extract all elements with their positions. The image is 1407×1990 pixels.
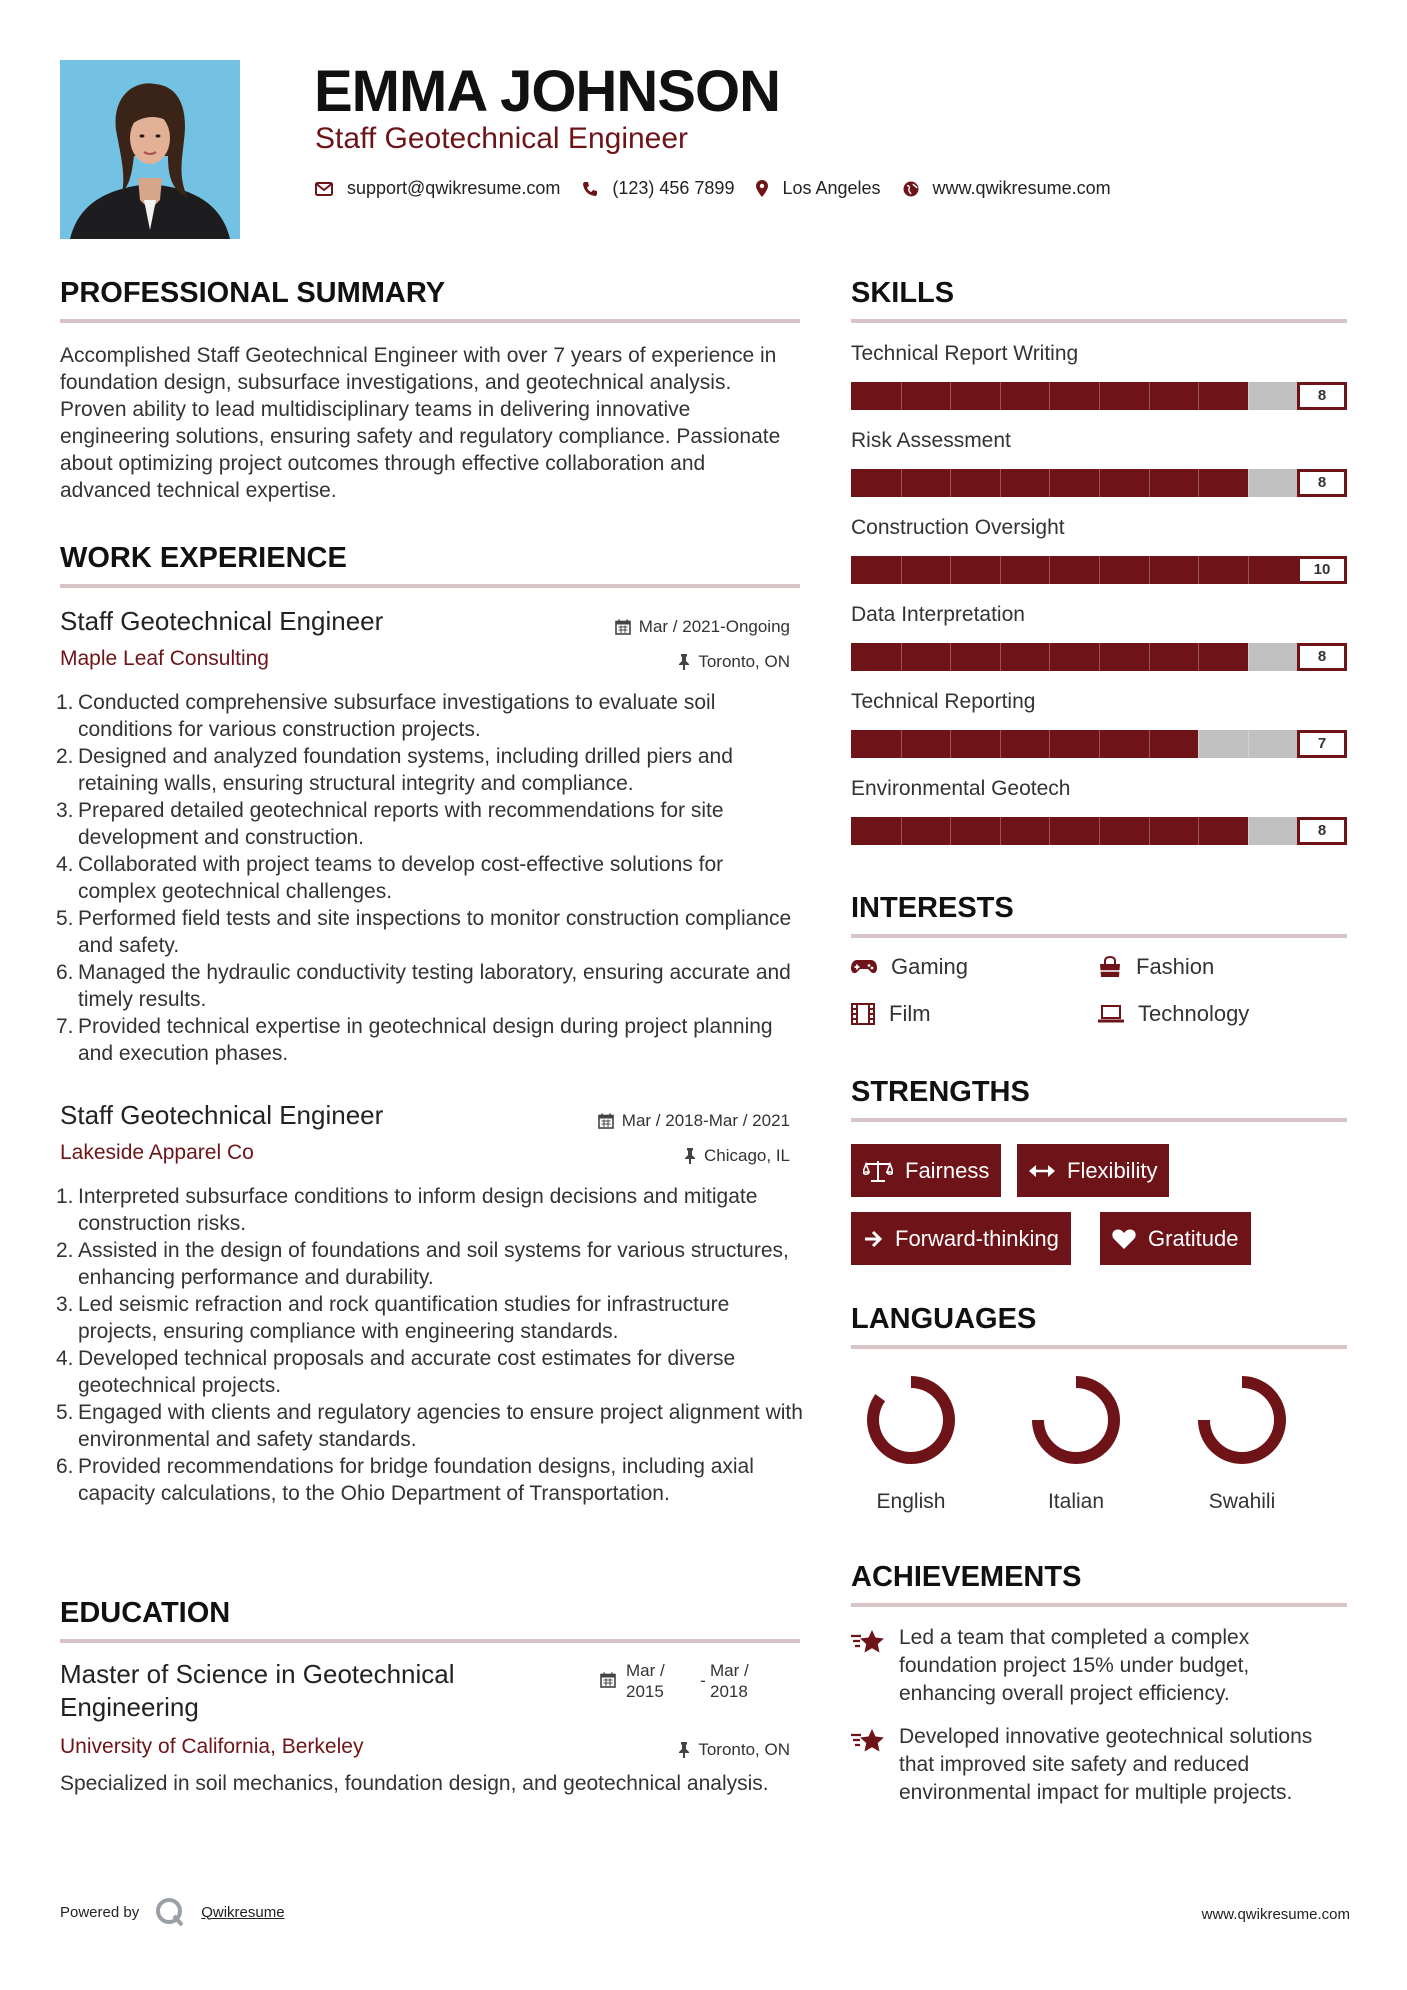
- skill-bar-tick: [1049, 730, 1050, 758]
- job-title: Staff Geotechnical Engineer: [60, 1100, 384, 1130]
- list-item: 4. Developed technical proposals and accurate cost estimates for diverse geotechnical projects.: [56, 1347, 736, 1397]
- footer-website[interactable]: www.qwikresume.com: [1201, 1906, 1350, 1923]
- skill-score: 8: [1297, 817, 1347, 845]
- skill-bar-tick: [1248, 556, 1249, 584]
- calendar-icon: [600, 1672, 616, 1688]
- interest-label: Technology: [1138, 1001, 1250, 1026]
- skill-bar-tick: [1198, 643, 1199, 671]
- job-location: [678, 652, 790, 672]
- skill-bar-tick: [1049, 556, 1050, 584]
- skill-bar-tick: [1000, 643, 1001, 671]
- experience-heading: WORK EXPERIENCE: [60, 542, 347, 574]
- skill-bar-tick: [1198, 817, 1199, 845]
- duty-text: Led seismic refraction and rock quantification studies for infrastructure projects, ensuring compliance with engineering standards.: [78, 1293, 730, 1343]
- job-duties-list: [56, 689, 805, 1067]
- skill-bar-tick: [1000, 382, 1001, 410]
- skill-bar-tick: [901, 382, 902, 410]
- duty-text: Collaborated with project teams to develop cost-effective solutions for complex geotechnical challenges.: [78, 853, 724, 903]
- skill-bar-tick: [1248, 730, 1249, 758]
- language-gauge-arc: [873, 1382, 949, 1458]
- candidate-name: EMMA JOHNSON: [314, 59, 780, 124]
- globe-icon: [903, 181, 919, 197]
- skill-bar-tick: [1049, 643, 1050, 671]
- skill-bar-tick: [1000, 730, 1001, 758]
- skill-bar-tick: [901, 817, 902, 845]
- skill-bar: [851, 817, 1347, 845]
- skill-score: 8: [1297, 382, 1347, 410]
- strength-label: Gratitude: [1148, 1225, 1239, 1251]
- skill-bar-tick: [901, 730, 902, 758]
- duty-text: Interpreted subsurface conditions to inform design decisions and mitigate construction risks.: [78, 1185, 758, 1235]
- skill-bar-tick: [1198, 382, 1199, 410]
- skill-name: Data Interpretation: [851, 603, 1025, 626]
- interests-heading: INTERESTS: [851, 892, 1014, 924]
- languages-heading: LANGUAGES: [851, 1303, 1037, 1335]
- strength-badge: [851, 1144, 1001, 1197]
- education-location: [678, 1740, 790, 1760]
- achievement-text: Developed innovative geotechnical solutions that improved site safety and reduced environmental impact for multiple projects.: [899, 1725, 1313, 1804]
- duty-text: Developed technical proposals and accurate cost estimates for diverse geotechnical projects.: [78, 1347, 736, 1397]
- skill-bar: [851, 382, 1347, 410]
- list-item: 2. Designed and analyzed foundation systems, including drilled piers and retaining walls, ensuring structural integrity and compliance.: [56, 745, 733, 795]
- education-location-text: Toronto, ON: [698, 1740, 790, 1759]
- candidate-title: Staff Geotechnical Engineer: [315, 122, 689, 155]
- achievements-divider: [851, 1603, 1347, 1607]
- arrow-right-icon: [863, 1229, 883, 1249]
- duty-text: Designed and analyzed foundation systems, including drilled piers and retaining walls, ensuring structural integrity and compliance.: [78, 745, 733, 795]
- list-item: 4. Collaborated with project teams to develop cost-effective solutions for complex geotechnical challenges.: [56, 853, 724, 903]
- date-separator: -: [700, 1671, 706, 1690]
- heart-icon: [1112, 1228, 1136, 1249]
- interest-item: [1098, 954, 1214, 980]
- list-item: 3. Prepared detailed geotechnical reports with recommendations for site development and construction.: [56, 799, 724, 849]
- skill-bar-tick: [1000, 817, 1001, 845]
- contact-website[interactable]: [903, 178, 1111, 199]
- summary-divider: [60, 319, 800, 323]
- strength-label: Fairness: [905, 1157, 990, 1183]
- location-text: Los Angeles: [782, 178, 881, 198]
- skill-bar-tick: [1099, 469, 1100, 497]
- list-item: 5. Engaged with clients and regulatory agencies to ensure project alignment with environmental and safety standards.: [56, 1401, 803, 1451]
- interest-item: [851, 1001, 931, 1027]
- skill-name: Construction Oversight: [851, 516, 1065, 539]
- person-photo-icon: [60, 60, 240, 239]
- list-item: 1. Interpreted subsurface conditions to inform design decisions and mitigate construction risks.: [56, 1185, 758, 1235]
- strengths-divider: [851, 1118, 1347, 1122]
- skill-bar-tick: [1198, 730, 1199, 758]
- skills-heading: SKILLS: [851, 277, 955, 309]
- language-name: Italian: [1047, 1490, 1105, 1513]
- list-item: 6. Managed the hydraulic conductivity testing laboratory, ensuring accurate and timely results.: [56, 961, 791, 1011]
- interest-label: Gaming: [891, 954, 969, 979]
- skill-name: Environmental Geotech: [851, 777, 1071, 800]
- gamepad-icon: [851, 959, 877, 975]
- skill-bar-tick: [901, 469, 902, 497]
- education-description: Specialized in soil mechanics, foundation design, and geotechnical analysis.: [60, 1772, 769, 1795]
- job-title: Staff Geotechnical Engineer: [60, 606, 384, 636]
- list-item: 5. Performed field tests and site inspections to monitor construction compliance and safety.: [56, 907, 792, 957]
- footer-powered-by: [60, 1897, 285, 1927]
- language-gauge: [1194, 1372, 1290, 1468]
- list-item: 1. Conducted comprehensive subsurface investigations to evaluate soil conditions for various construction projects.: [56, 691, 716, 741]
- achievements-heading: ACHIEVEMENTS: [851, 1561, 1082, 1593]
- email-text: support@qwikresume.com: [347, 178, 561, 198]
- pushpin-icon: [684, 1148, 696, 1164]
- language-item: [996, 1372, 1156, 1514]
- skill-bar-tick: [1149, 730, 1150, 758]
- skill-bar-tick: [1000, 556, 1001, 584]
- phone-text: (123) 456 7899: [612, 178, 735, 198]
- contact-location: [756, 178, 880, 199]
- language-gauge-arc: [1204, 1382, 1280, 1458]
- phone-icon: [582, 181, 598, 197]
- envelope-icon: [315, 182, 333, 196]
- achievement-text: Led a team that completed a complex foundation project 15% under budget, enhancing overall project efficiency.: [899, 1626, 1250, 1705]
- list-item: 7. Provided technical expertise in geotechnical design during project planning and execution phases.: [56, 1015, 773, 1065]
- job-location-text: Toronto, ON: [698, 652, 790, 671]
- language-gauge: [863, 1372, 959, 1468]
- skill-bar-tick: [1198, 556, 1199, 584]
- star-award-icon: [851, 1628, 885, 1656]
- duty-text: Provided recommendations for bridge foundation designs, including axial capacity calculations, to the Ohio Department of Transportation.: [78, 1455, 754, 1505]
- skill-bar-tick: [1099, 817, 1100, 845]
- skill-bar-tick: [1149, 469, 1150, 497]
- skill-bar-tick: [1049, 382, 1050, 410]
- pushpin-icon: [678, 654, 690, 670]
- interest-label: Film: [889, 1001, 931, 1026]
- interest-item: [1098, 1001, 1249, 1027]
- strength-badge: [1017, 1144, 1169, 1197]
- skill-bar-tick: [1198, 469, 1199, 497]
- language-item: [831, 1372, 991, 1514]
- job-dates: [615, 617, 790, 637]
- list-item: 3. Led seismic refraction and rock quantification studies for infrastructure projects, ensuring compliance with engineering standards.: [56, 1293, 730, 1343]
- skill-bar-tick: [950, 730, 951, 758]
- education-divider: [60, 1639, 800, 1643]
- skill-bar-tick: [950, 643, 951, 671]
- experience-divider: [60, 584, 800, 588]
- skill-bar-tick: [901, 643, 902, 671]
- skill-score: 8: [1297, 469, 1347, 497]
- achievement-item: [851, 1624, 1351, 1708]
- duty-text: Assisted in the design of foundations and soil systems for various structures, enhancing performance and durability.: [78, 1239, 789, 1289]
- skill-bar-tick: [1149, 643, 1150, 671]
- strength-label: Forward-thinking: [895, 1225, 1059, 1251]
- powered-by-text: Powered by: [60, 1903, 140, 1921]
- skill-bar-tick: [1149, 817, 1150, 845]
- duty-text: Engaged with clients and regulatory agencies to ensure project alignment with environmental and safety standards.: [78, 1401, 803, 1451]
- strengths-heading: STRENGTHS: [851, 1076, 1030, 1108]
- job-dates: [598, 1111, 790, 1131]
- skill-bar-tick: [950, 382, 951, 410]
- degree-title: Master of Science in Geotechnical Engineering: [60, 1659, 455, 1722]
- job-duties-list: [56, 1183, 805, 1507]
- skill-bar-tick: [1049, 469, 1050, 497]
- job-location: [684, 1146, 790, 1166]
- contact-phone[interactable]: [582, 178, 734, 199]
- skill-name: Risk Assessment: [851, 429, 1011, 452]
- skill-bar: [851, 469, 1347, 497]
- skill-name: Technical Report Writing: [851, 342, 1079, 365]
- skill-bar-tick: [950, 817, 951, 845]
- skill-bar-tick: [1248, 643, 1249, 671]
- pushpin-icon: [678, 1742, 690, 1758]
- star-award-icon: [851, 1727, 885, 1755]
- skill-bar-tick: [1049, 817, 1050, 845]
- qwikresume-logo-icon: [155, 1897, 185, 1927]
- summary-text: Accomplished Staff Geotechnical Engineer with over 7 years of experience in foundation design, subsurface investigations, and geotechnical analysis. Proven ability to lead multidisciplinary teams in delivering innovative engineering solutions, ensuring safety and regulatory compliance. Passionate about optimizing project outcomes through effective collaboration and advanced technical expertise.: [60, 344, 781, 502]
- job-dates-text: Mar / 2021-Ongoing: [638, 617, 790, 636]
- duty-text: Performed field tests and site inspections to monitor construction compliance and safety.: [78, 907, 792, 957]
- film-icon: [851, 1003, 875, 1025]
- skill-score: 7: [1297, 730, 1347, 758]
- skill-bar-tick: [1149, 382, 1150, 410]
- duty-text: Prepared detailed geotechnical reports with recommendations for site development and construction.: [78, 799, 724, 849]
- skill-bar-tick: [901, 556, 902, 584]
- job-company: Lakeside Apparel Co: [60, 1141, 254, 1164]
- skill-bar: [851, 556, 1347, 584]
- shopping-bag-icon: [1098, 956, 1122, 978]
- skill-bar-tick: [1099, 556, 1100, 584]
- skill-bar-tick: [1248, 817, 1249, 845]
- skill-bar: [851, 643, 1347, 671]
- brand-link[interactable]: Qwikresume: [201, 1903, 285, 1921]
- list-item: 6. Provided recommendations for bridge foundation designs, including axial capacity calculations, to the Ohio Department of Transportation.: [56, 1455, 754, 1505]
- achievement-item: [851, 1723, 1351, 1807]
- skills-divider: [851, 319, 1347, 323]
- calendar-icon: [615, 619, 631, 635]
- language-name: English: [876, 1490, 946, 1513]
- language-item: [1162, 1372, 1322, 1514]
- language-gauge-arc: [1038, 1382, 1114, 1458]
- website-text: www.qwikresume.com: [932, 178, 1111, 198]
- skill-bar-tick: [950, 469, 951, 497]
- skill-bar-fill: [851, 730, 1198, 758]
- interest-item: [851, 954, 968, 980]
- skill-bar-tick: [950, 556, 951, 584]
- laptop-icon: [1098, 1005, 1124, 1023]
- skill-bar-tick: [1099, 382, 1100, 410]
- summary-heading: PROFESSIONAL SUMMARY: [60, 277, 446, 309]
- contact-bar: [315, 178, 1133, 199]
- skill-bar-tick: [1149, 556, 1150, 584]
- strength-label: Flexibility: [1067, 1157, 1158, 1183]
- strength-badge: [851, 1212, 1071, 1265]
- strength-badge: [1100, 1212, 1251, 1265]
- duty-text: Managed the hydraulic conductivity testing laboratory, ensuring accurate and timely results.: [78, 961, 791, 1011]
- job-company: Maple Leaf Consulting: [60, 647, 269, 670]
- school-name: University of California, Berkeley: [60, 1735, 364, 1758]
- balance-scale-icon: [863, 1160, 893, 1182]
- contact-email[interactable]: [315, 178, 560, 199]
- map-pin-icon: [756, 180, 768, 197]
- languages-divider: [851, 1345, 1347, 1349]
- skill-bar-tick: [1248, 469, 1249, 497]
- job-location-text: Chicago, IL: [704, 1146, 790, 1165]
- calendar-icon: [598, 1113, 614, 1129]
- skill-name: Technical Reporting: [851, 690, 1036, 713]
- skill-bar: [851, 730, 1347, 758]
- skill-bar-tick: [1248, 382, 1249, 410]
- list-item: 2. Assisted in the design of foundations and soil systems for various structures, enhancing performance and durability.: [56, 1239, 789, 1289]
- profile-photo: [60, 60, 240, 239]
- education-start-date: Mar / 2015: [626, 1661, 665, 1701]
- arrows-horizontal-icon: [1029, 1164, 1055, 1178]
- education-end-date: Mar / 2018: [710, 1661, 749, 1701]
- education-dates: [600, 1660, 780, 1702]
- language-name: Swahili: [1208, 1490, 1276, 1513]
- education-heading: EDUCATION: [60, 1597, 231, 1629]
- job-dates-text: Mar / 2018-Mar / 2021: [621, 1111, 790, 1130]
- skill-score: 10: [1297, 556, 1347, 584]
- language-gauge: [1028, 1372, 1124, 1468]
- skill-bar-tick: [1099, 643, 1100, 671]
- skill-bar-tick: [1000, 469, 1001, 497]
- duty-text: Conducted comprehensive subsurface investigations to evaluate soil conditions for various construction projects.: [78, 691, 716, 741]
- duty-text: Provided technical expertise in geotechnical design during project planning and execution phases.: [78, 1015, 773, 1065]
- interest-label: Fashion: [1136, 954, 1215, 979]
- interests-divider: [851, 934, 1347, 938]
- skill-score: 8: [1297, 643, 1347, 671]
- skill-bar-tick: [1099, 730, 1100, 758]
